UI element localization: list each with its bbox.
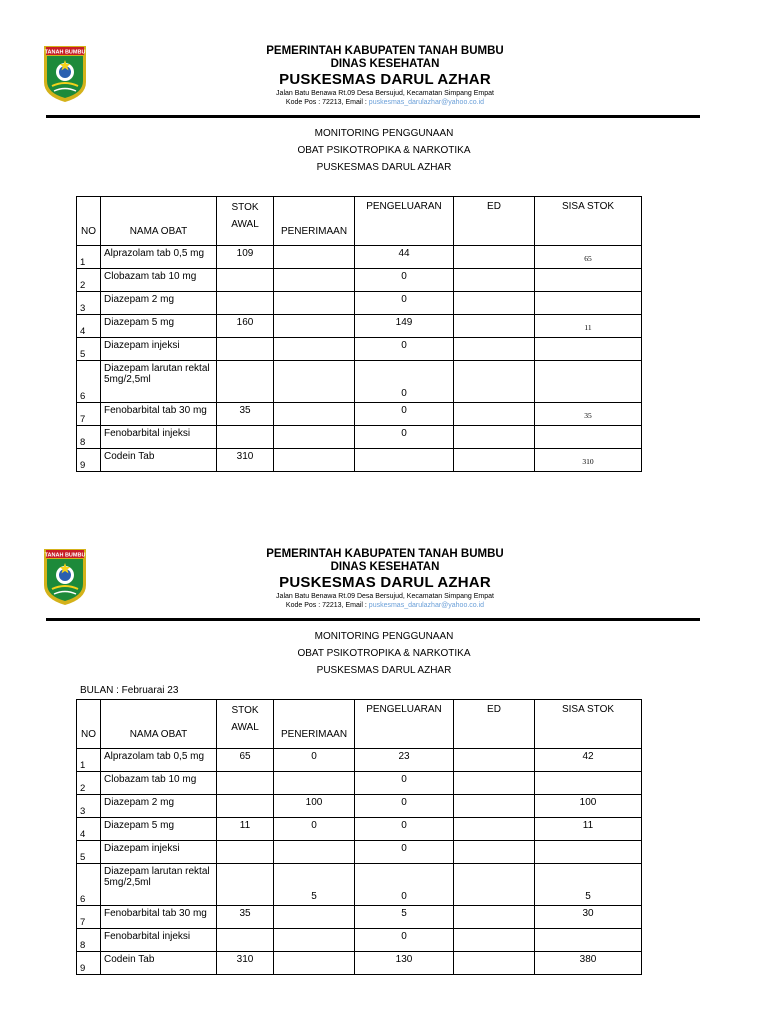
cell-pengeluaran: 0: [355, 841, 454, 864]
cell-pengeluaran: 0: [355, 929, 454, 952]
cell-pengeluaran: 44: [355, 246, 454, 269]
cell-ed: [454, 338, 535, 361]
cell-no: 6: [77, 864, 101, 906]
cell-penerimaan: [274, 772, 355, 795]
letterhead-institution: PUSKESMAS DARUL AZHAR: [279, 574, 491, 591]
cell-penerimaan: [274, 269, 355, 292]
cell-name: Fenobarbital tab 30 mg: [101, 906, 217, 929]
cell-sisa-stok: 310: [535, 449, 642, 472]
letterhead-contact: [230, 601, 540, 610]
cell-ed: [454, 426, 535, 449]
header-ed: ED: [454, 700, 535, 749]
table-row: [77, 952, 642, 975]
cell-pengeluaran: 0: [355, 403, 454, 426]
letterhead: [230, 45, 540, 107]
cell-name: Codein Tab: [101, 449, 217, 472]
cell-name: Fenobarbital tab 30 mg: [101, 403, 217, 426]
header-pengeluaran: PENGELUARAN: [355, 700, 454, 749]
cell-pengeluaran: 130: [355, 952, 454, 975]
letterhead-government: PEMERINTAH KABUPATEN TANAH BUMBU: [266, 548, 504, 560]
cell-no: 3: [77, 292, 101, 315]
cell-sisa-stok: [535, 772, 642, 795]
cell-sisa-stok: [535, 292, 642, 315]
report-title-line3: PUSKESMAS DARUL AZHAR: [316, 162, 452, 173]
table-row: [77, 749, 642, 772]
cell-sisa-stok: [535, 929, 642, 952]
cell-ed: [454, 841, 535, 864]
cell-name-line1: Diazepam larutan rektal: [104, 363, 210, 374]
table-row: [77, 772, 642, 795]
cell-stok-awal: 11: [217, 818, 274, 841]
cell-stok-awal: [217, 292, 274, 315]
cell-no: 8: [77, 929, 101, 952]
header-stok-awal: [217, 700, 274, 749]
table-row: [77, 292, 642, 315]
report-title-line3: PUSKESMAS DARUL AZHAR: [316, 665, 452, 676]
cell-stok-awal: 109: [217, 246, 274, 269]
header-sisa-stok: SISA STOK: [535, 197, 642, 246]
cell-stok-awal: 310: [217, 449, 274, 472]
header-stok-line2: AWAL: [231, 722, 259, 733]
cell-ed: [454, 906, 535, 929]
cell-no: 9: [77, 449, 101, 472]
cell-stok-awal: [217, 426, 274, 449]
cell-sisa-stok: 100: [535, 795, 642, 818]
cell-name: Clobazam tab 10 mg: [101, 269, 217, 292]
cell-stok-awal: [217, 929, 274, 952]
cell-sisa-stok: [535, 841, 642, 864]
tanah-bumbu-emblem-icon: [42, 44, 88, 104]
cell-ed: [454, 292, 535, 315]
cell-ed: [454, 361, 535, 403]
cell-pengeluaran: 0: [355, 795, 454, 818]
letterhead-divider: [46, 618, 700, 621]
cell-sisa-stok: [535, 361, 642, 403]
cell-no: 2: [77, 772, 101, 795]
letterhead-department: DINAS KESEHATAN: [330, 58, 440, 70]
header-name: NAMA OBAT: [101, 700, 217, 749]
cell-no: 2: [77, 269, 101, 292]
cell-sisa-stok: 11: [535, 818, 642, 841]
letterhead-address: Jalan Batu Benawa Rt.09 Desa Bersujud, Kecamatan Simpang Empat: [276, 593, 494, 600]
cell-penerimaan: [274, 338, 355, 361]
table-header-row: [77, 197, 642, 246]
cell-name: Diazepam 2 mg: [101, 292, 217, 315]
header-stok-line2: AWAL: [231, 219, 259, 230]
cell-penerimaan: [274, 361, 355, 403]
cell-name: [101, 361, 217, 403]
cell-ed: [454, 952, 535, 975]
contact-prefix: Kode Pos : 72213, Email :: [285, 602, 369, 609]
cell-penerimaan: [274, 292, 355, 315]
letterhead-department: DINAS KESEHATAN: [330, 561, 440, 573]
cell-pengeluaran: 5: [355, 906, 454, 929]
report-title-line2: OBAT PSIKOTROPIKA & NARKOTIKA: [297, 145, 471, 156]
table-row: [77, 841, 642, 864]
cell-ed: [454, 795, 535, 818]
cell-stok-awal: [217, 338, 274, 361]
cell-no: 8: [77, 426, 101, 449]
cell-no: 6: [77, 361, 101, 403]
cell-stok-awal: [217, 864, 274, 906]
report-month: BULAN : Februarai 23: [80, 685, 179, 696]
contact-prefix: Kode Pos : 72213, Email :: [285, 99, 369, 106]
cell-stok-awal: 160: [217, 315, 274, 338]
table-row: [77, 864, 642, 906]
header-name: NAMA OBAT: [101, 197, 217, 246]
cell-penerimaan: 0: [274, 818, 355, 841]
cell-penerimaan: [274, 403, 355, 426]
table-row: [77, 818, 642, 841]
cell-sisa-stok: 30: [535, 906, 642, 929]
table-row: [77, 795, 642, 818]
cell-ed: [454, 772, 535, 795]
table-row: [77, 426, 642, 449]
header-stok-line1: STOK: [231, 705, 259, 716]
header-no: NO: [77, 700, 101, 749]
cell-ed: [454, 269, 535, 292]
letterhead-divider: [46, 115, 700, 118]
cell-penerimaan: [274, 449, 355, 472]
report-title-line1: MONITORING PENGGUNAAN: [314, 631, 454, 642]
cell-pengeluaran: 0: [355, 772, 454, 795]
cell-no: 9: [77, 952, 101, 975]
cell-no: 1: [77, 749, 101, 772]
cell-sisa-stok: [535, 426, 642, 449]
letterhead-government: PEMERINTAH KABUPATEN TANAH BUMBU: [266, 45, 504, 57]
table-row: [77, 315, 642, 338]
header-sisa-stok: SISA STOK: [535, 700, 642, 749]
cell-name: Alprazolam tab 0,5 mg: [101, 749, 217, 772]
cell-name: Fenobarbital injeksi: [101, 426, 217, 449]
cell-no: 4: [77, 315, 101, 338]
table-row: [77, 403, 642, 426]
cell-no: 5: [77, 841, 101, 864]
cell-name: [101, 864, 217, 906]
cell-name: Fenobarbital injeksi: [101, 929, 217, 952]
cell-name-line2: 5mg/2,5ml: [104, 877, 151, 888]
cell-stok-awal: 310: [217, 952, 274, 975]
cell-sisa-stok: 380: [535, 952, 642, 975]
cell-no: 5: [77, 338, 101, 361]
cell-pengeluaran: 0: [355, 818, 454, 841]
cell-penerimaan: 0: [274, 749, 355, 772]
table-row: [77, 929, 642, 952]
cell-pengeluaran: 0: [355, 361, 454, 403]
cell-ed: [454, 449, 535, 472]
cell-pengeluaran: 23: [355, 749, 454, 772]
cell-pengeluaran: 0: [355, 338, 454, 361]
header-stok-awal: [217, 197, 274, 246]
cell-name-line1: Diazepam larutan rektal: [104, 866, 210, 877]
cell-stok-awal: [217, 269, 274, 292]
logo-text: TANAH BUMBU: [44, 49, 86, 56]
cell-name: Diazepam 5 mg: [101, 818, 217, 841]
cell-pengeluaran: 149: [355, 315, 454, 338]
header-no: NO: [77, 197, 101, 246]
cell-penerimaan: [274, 929, 355, 952]
cell-name: Alprazolam tab 0,5 mg: [101, 246, 217, 269]
table-row: [77, 449, 642, 472]
cell-penerimaan: 5: [274, 864, 355, 906]
report-title-line1: MONITORING PENGGUNAAN: [314, 128, 454, 139]
cell-sisa-stok: [535, 338, 642, 361]
cell-penerimaan: [274, 246, 355, 269]
table-header-row: [77, 700, 642, 749]
cell-sisa-stok: 42: [535, 749, 642, 772]
cell-sisa-stok: 35: [535, 403, 642, 426]
cell-pengeluaran: 0: [355, 426, 454, 449]
cell-sisa-stok: [535, 269, 642, 292]
cell-stok-awal: [217, 361, 274, 403]
cell-ed: [454, 818, 535, 841]
table-row: [77, 338, 642, 361]
medication-table: [76, 196, 642, 472]
cell-name: Diazepam injeksi: [101, 338, 217, 361]
cell-stok-awal: 35: [217, 403, 274, 426]
cell-pengeluaran: 0: [355, 864, 454, 906]
cell-ed: [454, 315, 535, 338]
cell-sisa-stok: 5: [535, 864, 642, 906]
cell-pengeluaran: 0: [355, 269, 454, 292]
logo-text: TANAH BUMBU: [44, 552, 86, 559]
header-penerimaan: PENERIMAAN: [274, 197, 355, 246]
cell-penerimaan: 100: [274, 795, 355, 818]
cell-stok-awal: [217, 841, 274, 864]
cell-penerimaan: [274, 841, 355, 864]
cell-ed: [454, 246, 535, 269]
cell-name: Codein Tab: [101, 952, 217, 975]
cell-ed: [454, 929, 535, 952]
cell-ed: [454, 403, 535, 426]
letterhead: [230, 548, 540, 610]
cell-no: 7: [77, 906, 101, 929]
header-stok-line1: STOK: [231, 202, 259, 213]
cell-stok-awal: 35: [217, 906, 274, 929]
cell-name: Diazepam 2 mg: [101, 795, 217, 818]
letterhead-institution: PUSKESMAS DARUL AZHAR: [279, 71, 491, 88]
cell-no: 7: [77, 403, 101, 426]
cell-name: Clobazam tab 10 mg: [101, 772, 217, 795]
report-title-line2: OBAT PSIKOTROPIKA & NARKOTIKA: [297, 648, 471, 659]
cell-penerimaan: [274, 952, 355, 975]
cell-ed: [454, 864, 535, 906]
cell-no: 1: [77, 246, 101, 269]
tanah-bumbu-emblem-icon: [42, 547, 88, 607]
cell-ed: [454, 749, 535, 772]
cell-name: Diazepam 5 mg: [101, 315, 217, 338]
email-link[interactable]: puskesmas_darulazhar@yahoo.co.id: [368, 99, 485, 106]
cell-stok-awal: 65: [217, 749, 274, 772]
header-pengeluaran: PENGELUARAN: [355, 197, 454, 246]
cell-no: 3: [77, 795, 101, 818]
medication-table: [76, 699, 642, 975]
cell-pengeluaran: [355, 449, 454, 472]
cell-pengeluaran: 0: [355, 292, 454, 315]
table-row: [77, 269, 642, 292]
table-row: [77, 361, 642, 403]
table-row: [77, 906, 642, 929]
letterhead-address: Jalan Batu Benawa Rt.09 Desa Bersujud, Kecamatan Simpang Empat: [276, 90, 494, 97]
cell-stok-awal: [217, 772, 274, 795]
header-ed: ED: [454, 197, 535, 246]
cell-stok-awal: [217, 795, 274, 818]
letterhead-contact: [230, 98, 540, 107]
header-penerimaan: PENERIMAAN: [274, 700, 355, 749]
email-link[interactable]: puskesmas_darulazhar@yahoo.co.id: [368, 602, 485, 609]
cell-name: Diazepam injeksi: [101, 841, 217, 864]
table-row: [77, 246, 642, 269]
cell-penerimaan: [274, 315, 355, 338]
cell-sisa-stok: 11: [535, 315, 642, 338]
cell-penerimaan: [274, 426, 355, 449]
cell-penerimaan: [274, 906, 355, 929]
cell-sisa-stok: 65: [535, 246, 642, 269]
cell-name-line2: 5mg/2,5ml: [104, 374, 151, 385]
cell-no: 4: [77, 818, 101, 841]
